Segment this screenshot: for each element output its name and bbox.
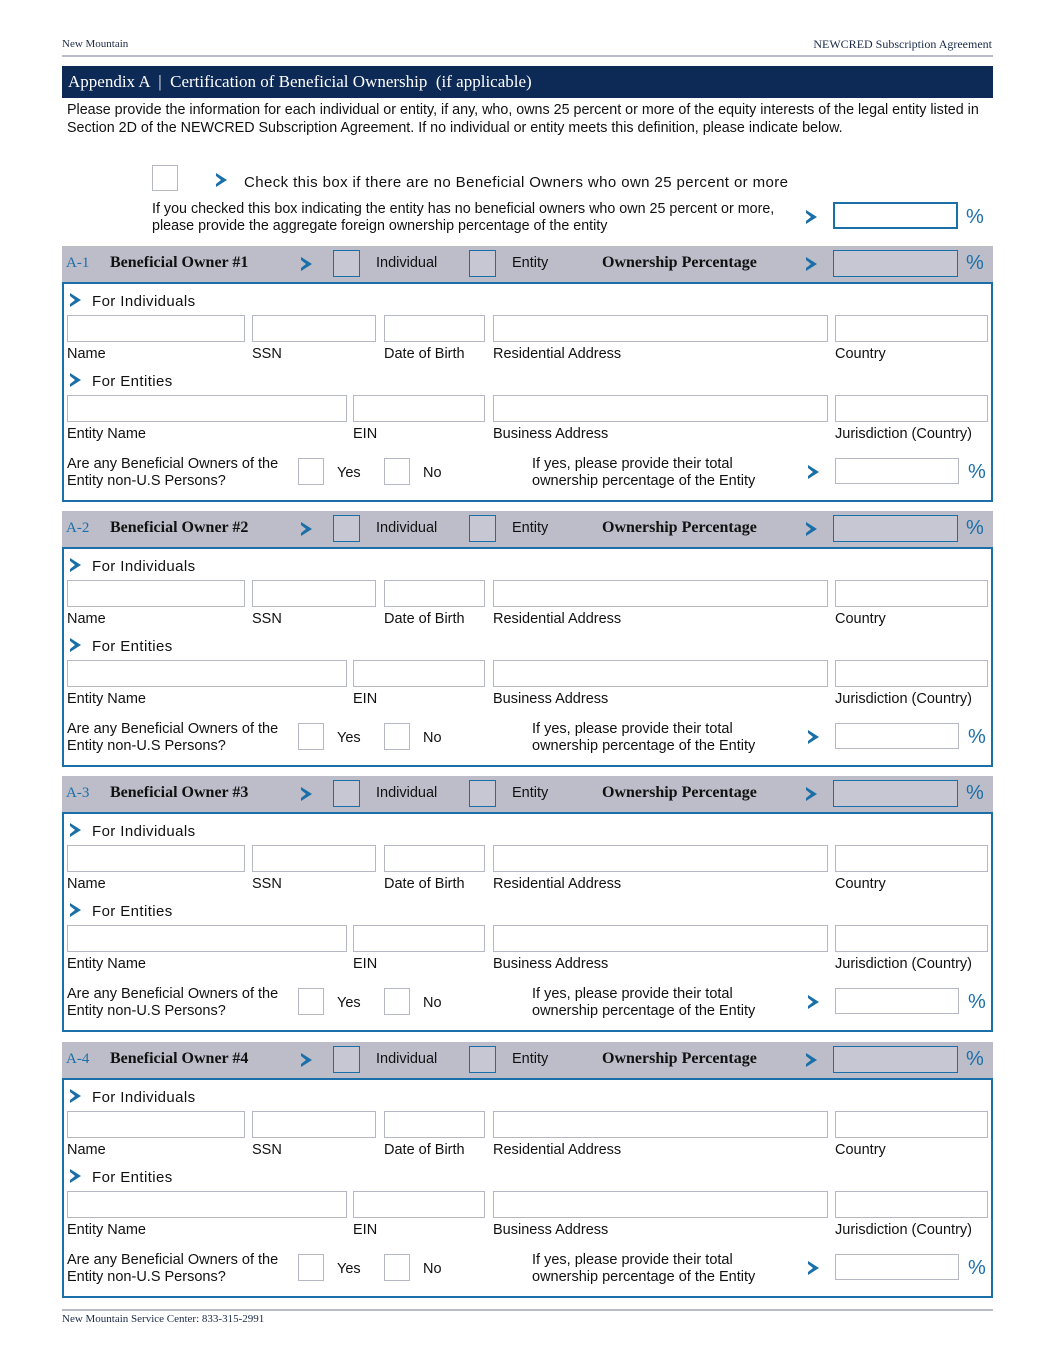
ssn-input[interactable] bbox=[252, 1111, 376, 1138]
chevron-right-icon bbox=[808, 730, 819, 744]
jurisdiction-input[interactable] bbox=[835, 395, 988, 422]
ownership-percentage-input[interactable] bbox=[833, 780, 958, 807]
chevron-right-icon bbox=[806, 1053, 817, 1067]
chevron-right-icon bbox=[216, 173, 227, 187]
business-address-label: Business Address bbox=[493, 1222, 609, 1238]
jurisdiction-input[interactable] bbox=[835, 925, 988, 952]
dob-label: Date of Birth bbox=[384, 346, 465, 362]
owner-id: A-3 bbox=[66, 785, 90, 801]
entity-name-label: Entity Name bbox=[67, 1222, 146, 1238]
ownership-percentage-label: Ownership Percentage bbox=[602, 519, 757, 536]
percent-sign: % bbox=[966, 252, 984, 274]
jurisdiction-label: Jurisdiction (Country) bbox=[835, 426, 972, 442]
name-input[interactable] bbox=[67, 315, 245, 342]
ein-label: EIN bbox=[353, 691, 378, 707]
ein-label: EIN bbox=[353, 426, 378, 442]
owner-title: Beneficial Owner #4 bbox=[110, 1050, 249, 1067]
entity-name-input[interactable] bbox=[67, 925, 347, 952]
chevron-right-icon bbox=[808, 995, 819, 1009]
for-individuals-label: For Individuals bbox=[92, 823, 196, 840]
section-title: Appendix A | Certification of Beneficial Ownership (if applicable) bbox=[62, 66, 993, 98]
percent-sign: % bbox=[968, 461, 986, 483]
chevron-right-icon bbox=[70, 903, 81, 917]
business-address-input[interactable] bbox=[493, 395, 828, 422]
chevron-right-icon bbox=[301, 1053, 312, 1067]
owner-details-panel bbox=[62, 1078, 993, 1298]
ssn-label: SSN bbox=[252, 876, 282, 892]
entity-checkbox[interactable] bbox=[469, 250, 496, 277]
chevron-right-icon bbox=[301, 522, 312, 536]
entity-checkbox[interactable] bbox=[469, 780, 496, 807]
chevron-right-icon bbox=[70, 1089, 81, 1103]
entity-label: Entity bbox=[512, 520, 549, 536]
percent-sign: % bbox=[968, 991, 986, 1013]
country-label: Country bbox=[835, 876, 886, 892]
for-entities-label: For Entities bbox=[92, 903, 173, 920]
individual-checkbox[interactable] bbox=[333, 780, 360, 807]
chevron-right-icon bbox=[808, 1261, 819, 1275]
intro-text: Please provide the information for each individual or entity, if any, who, owns 25 percent or more of the equity interests of the legal entity listed in Section 2D of the NEWCRED Subscription Agreement. If no individual or entity meets this definition, please indicate below. bbox=[67, 102, 979, 136]
non-us-percentage-input[interactable] bbox=[835, 458, 959, 484]
dob-input[interactable] bbox=[384, 315, 485, 342]
footer-rule bbox=[62, 1309, 993, 1311]
for-entities-label: For Entities bbox=[92, 373, 173, 390]
owner-details-panel bbox=[62, 812, 993, 1032]
name-input[interactable] bbox=[67, 845, 245, 872]
if-yes-text: If yes, please provide their total ownership percentage of the Entity bbox=[532, 986, 756, 1019]
non-us-question: Are any Beneficial Owners of the Entity non-U.S Persons? bbox=[67, 456, 279, 489]
owner-header-bar bbox=[62, 511, 993, 547]
name-label: Name bbox=[67, 876, 106, 892]
chevron-right-icon bbox=[70, 638, 81, 652]
name-input[interactable] bbox=[67, 1111, 245, 1138]
if-yes-text: If yes, please provide their total ownership percentage of the Entity bbox=[532, 1252, 756, 1285]
chevron-right-icon bbox=[70, 373, 81, 387]
ownership-percentage-label: Ownership Percentage bbox=[602, 784, 757, 801]
chevron-right-icon bbox=[806, 210, 817, 224]
entity-name-label: Entity Name bbox=[67, 426, 146, 442]
yes-label: Yes bbox=[337, 1261, 361, 1277]
percent-sign: % bbox=[968, 726, 986, 748]
ssn-label: SSN bbox=[252, 1142, 282, 1158]
if-yes-text: If yes, please provide their total ownership percentage of the Entity bbox=[532, 456, 756, 489]
jurisdiction-label: Jurisdiction (Country) bbox=[835, 956, 972, 972]
entity-label: Entity bbox=[512, 785, 549, 801]
residential-address-input[interactable] bbox=[493, 1111, 828, 1138]
yes-label: Yes bbox=[337, 995, 361, 1011]
chevron-right-icon bbox=[808, 465, 819, 479]
owner-header-bar bbox=[62, 1042, 993, 1078]
no-owners-checkbox[interactable] bbox=[152, 165, 178, 191]
chevron-right-icon bbox=[70, 823, 81, 837]
percent-sign: % bbox=[966, 1048, 984, 1070]
owner-title: Beneficial Owner #1 bbox=[110, 254, 249, 271]
business-address-input[interactable] bbox=[493, 660, 828, 687]
ownership-percentage-label: Ownership Percentage bbox=[602, 254, 757, 271]
owner-title: Beneficial Owner #3 bbox=[110, 784, 249, 801]
no-label: No bbox=[423, 730, 442, 746]
entity-label: Entity bbox=[512, 1051, 549, 1067]
business-address-label: Business Address bbox=[493, 426, 609, 442]
individual-checkbox[interactable] bbox=[333, 1046, 360, 1073]
non-us-yes-checkbox[interactable] bbox=[298, 1254, 324, 1281]
no-label: No bbox=[423, 465, 442, 481]
chevron-right-icon bbox=[70, 293, 81, 307]
country-input[interactable] bbox=[835, 845, 988, 872]
owner-id: A-2 bbox=[66, 520, 90, 536]
name-input[interactable] bbox=[67, 580, 245, 607]
entity-checkbox[interactable] bbox=[469, 515, 496, 542]
country-input[interactable] bbox=[835, 580, 988, 607]
residential-address-label: Residential Address bbox=[493, 346, 622, 362]
chevron-right-icon bbox=[301, 787, 312, 801]
residential-address-label: Residential Address bbox=[493, 611, 622, 627]
ein-input[interactable] bbox=[353, 660, 485, 687]
ssn-input[interactable] bbox=[252, 580, 376, 607]
non-us-percentage-input[interactable] bbox=[835, 988, 959, 1014]
percent-sign: % bbox=[966, 517, 984, 539]
header-left: New Mountain bbox=[62, 38, 129, 50]
individual-label: Individual bbox=[376, 520, 438, 536]
ownership-percentage-label: Ownership Percentage bbox=[602, 1050, 757, 1067]
non-us-percentage-input[interactable] bbox=[835, 1254, 959, 1280]
country-label: Country bbox=[835, 1142, 886, 1158]
dob-input[interactable] bbox=[384, 845, 485, 872]
jurisdiction-input[interactable] bbox=[835, 660, 988, 687]
ein-input[interactable] bbox=[353, 395, 485, 422]
yes-label: Yes bbox=[337, 730, 361, 746]
no-owners-label: Check this box if there are no Beneficial Owners who own 25 percent or more bbox=[244, 174, 789, 191]
jurisdiction-label: Jurisdiction (Country) bbox=[835, 691, 972, 707]
residential-address-input[interactable] bbox=[493, 315, 828, 342]
no-label: No bbox=[423, 1261, 442, 1277]
non-us-question: Are any Beneficial Owners of the Entity non-U.S Persons? bbox=[67, 1252, 279, 1285]
business-address-input[interactable] bbox=[493, 1191, 828, 1218]
header-right: NEWCRED Subscription Agreement bbox=[813, 37, 992, 51]
individual-label: Individual bbox=[376, 1051, 438, 1067]
for-individuals-label: For Individuals bbox=[92, 558, 196, 575]
chevron-right-icon bbox=[70, 1169, 81, 1183]
for-entities-label: For Entities bbox=[92, 1169, 173, 1186]
if-yes-text: If yes, please provide their total ownership percentage of the Entity bbox=[532, 721, 756, 754]
chevron-right-icon bbox=[301, 257, 312, 271]
ein-input[interactable] bbox=[353, 925, 485, 952]
country-label: Country bbox=[835, 346, 886, 362]
entity-name-label: Entity Name bbox=[67, 956, 146, 972]
name-label: Name bbox=[67, 611, 106, 627]
business-address-label: Business Address bbox=[493, 691, 609, 707]
individual-checkbox[interactable] bbox=[333, 515, 360, 542]
owner-header-bar bbox=[62, 246, 993, 282]
owner-id: A-1 bbox=[66, 255, 90, 271]
dob-label: Date of Birth bbox=[384, 1142, 465, 1158]
yes-label: Yes bbox=[337, 465, 361, 481]
business-address-input[interactable] bbox=[493, 925, 828, 952]
no-label: No bbox=[423, 995, 442, 1011]
non-us-percentage-input[interactable] bbox=[835, 723, 959, 749]
non-us-question: Are any Beneficial Owners of the Entity non-U.S Persons? bbox=[67, 986, 279, 1019]
header-rule bbox=[62, 55, 993, 57]
residential-address-input[interactable] bbox=[493, 845, 828, 872]
business-address-label: Business Address bbox=[493, 956, 609, 972]
owner-id: A-4 bbox=[66, 1051, 90, 1067]
entity-name-input[interactable] bbox=[67, 1191, 347, 1218]
percent-sign: % bbox=[966, 782, 984, 804]
jurisdiction-input[interactable] bbox=[835, 1191, 988, 1218]
entity-label: Entity bbox=[512, 255, 549, 271]
owner-title: Beneficial Owner #2 bbox=[110, 519, 249, 536]
non-us-no-checkbox[interactable] bbox=[384, 458, 410, 485]
foreign-ownership-input[interactable] bbox=[833, 202, 958, 229]
ssn-input[interactable] bbox=[252, 845, 376, 872]
entity-name-input[interactable] bbox=[67, 395, 347, 422]
percent-sign: % bbox=[966, 206, 984, 228]
ssn-input[interactable] bbox=[252, 315, 376, 342]
non-us-yes-checkbox[interactable] bbox=[298, 988, 324, 1015]
for-individuals-label: For Individuals bbox=[92, 1089, 196, 1106]
chevron-right-icon bbox=[806, 522, 817, 536]
footer-text: New Mountain Service Center: 833-315-2991 bbox=[62, 1313, 265, 1325]
non-us-yes-checkbox[interactable] bbox=[298, 458, 324, 485]
individual-label: Individual bbox=[376, 255, 438, 271]
country-input[interactable] bbox=[835, 315, 988, 342]
entity-name-input[interactable] bbox=[67, 660, 347, 687]
ssn-label: SSN bbox=[252, 346, 282, 362]
ownership-percentage-input[interactable] bbox=[833, 250, 958, 277]
entity-name-label: Entity Name bbox=[67, 691, 146, 707]
entity-checkbox[interactable] bbox=[469, 1046, 496, 1073]
chevron-right-icon bbox=[70, 558, 81, 572]
non-us-no-checkbox[interactable] bbox=[384, 723, 410, 750]
owner-details-panel bbox=[62, 547, 993, 767]
individual-label: Individual bbox=[376, 785, 438, 801]
chevron-right-icon bbox=[806, 257, 817, 271]
non-us-no-checkbox[interactable] bbox=[384, 988, 410, 1015]
ssn-label: SSN bbox=[252, 611, 282, 627]
residential-address-label: Residential Address bbox=[493, 876, 622, 892]
dob-input[interactable] bbox=[384, 1111, 485, 1138]
ein-label: EIN bbox=[353, 956, 378, 972]
for-entities-label: For Entities bbox=[92, 638, 173, 655]
dob-label: Date of Birth bbox=[384, 876, 465, 892]
owner-header-bar bbox=[62, 776, 993, 812]
foreign-ownership-text: If you checked this box indicating the entity has no beneficial owners who own 25 percent or more, please provide the aggregate foreign ownership percentage of the entity bbox=[152, 201, 775, 234]
dob-label: Date of Birth bbox=[384, 611, 465, 627]
chevron-right-icon bbox=[806, 787, 817, 801]
residential-address-input[interactable] bbox=[493, 580, 828, 607]
non-us-yes-checkbox[interactable] bbox=[298, 723, 324, 750]
residential-address-label: Residential Address bbox=[493, 1142, 622, 1158]
ownership-percentage-input[interactable] bbox=[833, 1046, 958, 1073]
individual-checkbox[interactable] bbox=[333, 250, 360, 277]
jurisdiction-label: Jurisdiction (Country) bbox=[835, 1222, 972, 1238]
name-label: Name bbox=[67, 1142, 106, 1158]
dob-input[interactable] bbox=[384, 580, 485, 607]
ownership-percentage-input[interactable] bbox=[833, 515, 958, 542]
owner-details-panel bbox=[62, 282, 993, 502]
ein-input[interactable] bbox=[353, 1191, 485, 1218]
non-us-no-checkbox[interactable] bbox=[384, 1254, 410, 1281]
country-label: Country bbox=[835, 611, 886, 627]
ein-label: EIN bbox=[353, 1222, 378, 1238]
percent-sign: % bbox=[968, 1257, 986, 1279]
for-individuals-label: For Individuals bbox=[92, 293, 196, 310]
name-label: Name bbox=[67, 346, 106, 362]
country-input[interactable] bbox=[835, 1111, 988, 1138]
non-us-question: Are any Beneficial Owners of the Entity non-U.S Persons? bbox=[67, 721, 279, 754]
